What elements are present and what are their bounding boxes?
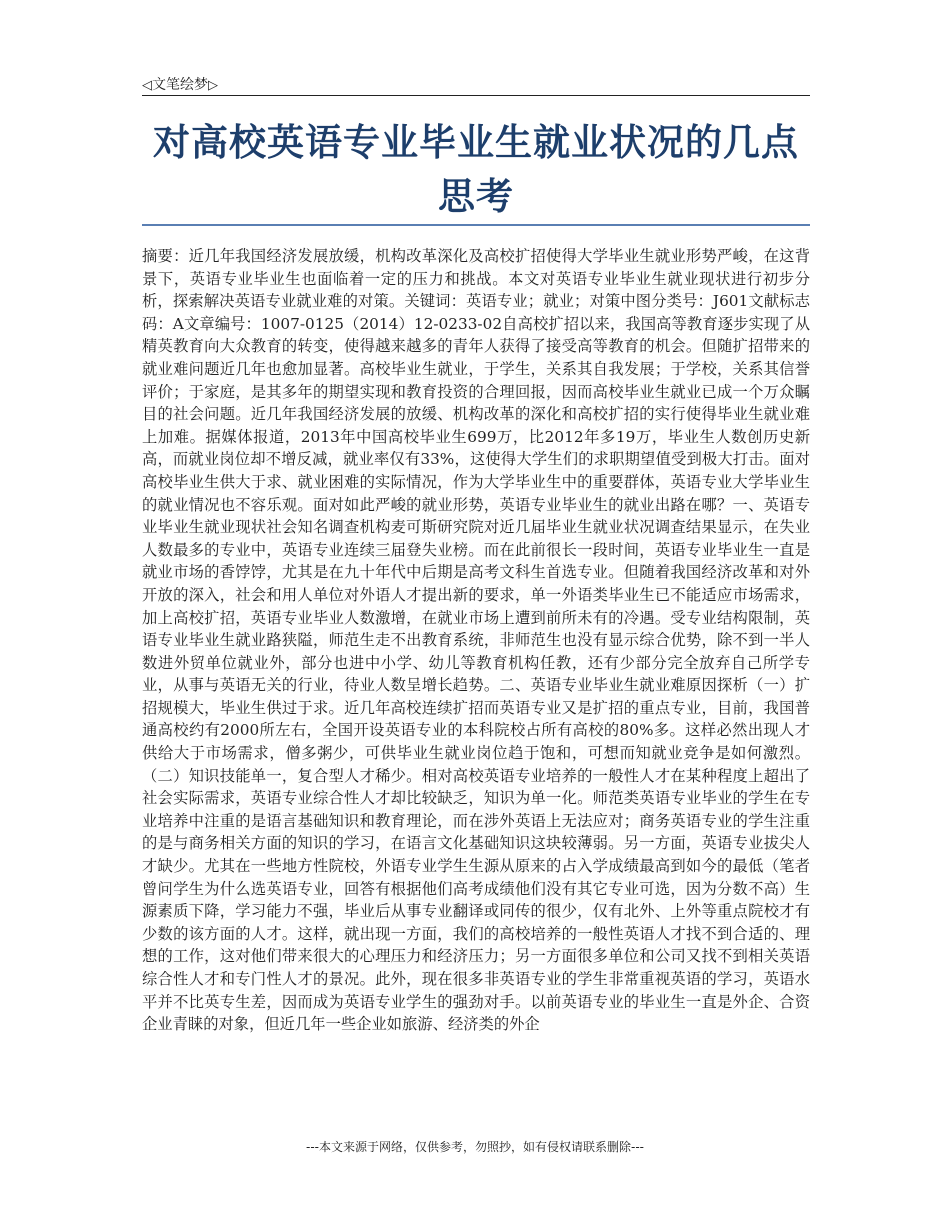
body-text: 摘要：近几年我国经济发展放缓，机构改革深化及高校扩招使得大学毕业生就业形势严峻，在这背景下，英语专业毕业生也面临着一定的压力和挑战。本文对英语专业毕业生就业现状进行初步分析，探索解决英语专业就业难的对策。关键词：英语专业；就业；对策中图分类号：J601文献标志码：A文章编号：1007-0125（2014）12-0233-02自高校扩招以来，我国高等教育逐步实现了从精英教育向大众教育的转变，使得越来越多的青年人获得了接受高等教育的机会。但随扩招带来的就业难问题近几年也愈加显著。高校毕业生就业，于学生，关系其自我发展；于学校，关系其信誉评价；于家庭，是其多年的期望实现和教育投资的合理回报，因而高校毕业生就业已成一个万众瞩目的社会问题。近几年我国经济发展的放缓、机构改革的深化和高校扩招的实行使得毕业生就业难上加难。据媒体报道，2013年中国高校毕业生699万，比2012年多19万，毕业生人数创历史新高，而就业岗位却不增反减，就业率仅有33%，这使得大学生们的求职期望值受到极大打击。面对高校毕业生供大于求、就业困难的实际情况，作为大学毕业生中的重要群体，英语专业大学毕业生的就业情况也不容乐观。面对如此严峻的就业形势，英语专业毕业生的就业出路在哪？一、英语专业毕业生就业现状社会知名调查机构麦可斯研究院对近几届毕业生就业状况调查结果显示，在失业人数最多的专业中，英语专业连续三届登失业榜。而在此前很长一段时间，英语专业毕业生一直是就业市场的香饽饽，尤其是在九十年代中后期是高考文科生首选专业。但随着我国经济改革和对外开放的深入，社会和用人单位对外语人才提出新的要求，单一外语类毕业生已不能适应市场需求，加上高校扩招，英语专业毕业人数激增，在就业市场上遭到前所未有的冷遇。受专业结构限制，英语专业毕业生就业路狭隘，师范生走不出教育系统，非师范生也没有显示综合优势，除不到一半人数进外贸单位就业外，部分也进中小学、幼儿等教育机构任教，还有少部分完全放弃自己所学专业，从事与英语无关的行业，待业人数呈增长趋势。二、英语专业毕业生就业难原因探析（一）扩招规模大，毕业生供过于求。近几年高校连续扩招而英语专业又是扩招的重点专业，目前，我国普通高校约有2000所左右，全国开设英语专业的本科院校占所有高校的80%多。这样必然出现人才供给大于市场需求，僧多粥少，可供毕业生就业岗位趋于饱和，可想而知就业竞争是如何激烈。（二）知识技能单一，复合型人才稀少。相对高校英语专业培养的一般性人才在某种程度上超出了社会实际需求，英语专业综合性人才却比较缺乏，知识为单一化。师范类英语专业毕业的学生在专业培养中注重的是语言基础知识和教育理论，而在涉外英语上无法应对；商务英语专业的学生注重的是与商务相关方面的知识的学习，在语言文化基础知识这块较薄弱。另一方面，英语专业拔尖人才缺少。尤其在一些地方性院校，外语专业学生生源从原来的占入学成绩最高到如今的最低（笔者曾问学生为什么选英语专业，回答有根据他们高考成绩他们没有其它专业可选，因为分数不高）生源素质下降，学习能力不强，毕业后从事专业翻译或同传的很少，仅有北外、上外等重点院校才有少数的该方面的人才。这样，就出现一方面，我们的高校培养的一般性英语人才找不到合适的、理想的工作，这对他们带来很大的心理压力和经济压力；另一方面很多单位和公司又找不到相关英语综合性人才和专门性人才的景况。此外，现在很多非英语专业的学生非常重视英语的学习，英语水平并不比英专生差，因而成为英语专业学生的强劲对手。以前英语专业的毕业生一直是外企、合资企业青睐的对象，但近几年一些企业如旅游、经济类的外企 (142, 247, 810, 1034)
header-label-text: 文笔绘梦 (152, 77, 208, 93)
header-label (142, 74, 218, 94)
footer-disclaimer: ---本文来源于网络，仅供参考，勿照抄，如有侵权请联系删除--- (306, 1140, 644, 1154)
title-divider (142, 224, 810, 226)
header-divider (142, 95, 810, 96)
document-title: 对高校英语专业毕业生就业状况的几点思考 (153, 121, 799, 218)
left-triangle-icon: ◁ (142, 78, 152, 93)
right-triangle-icon: ▷ (208, 78, 218, 93)
